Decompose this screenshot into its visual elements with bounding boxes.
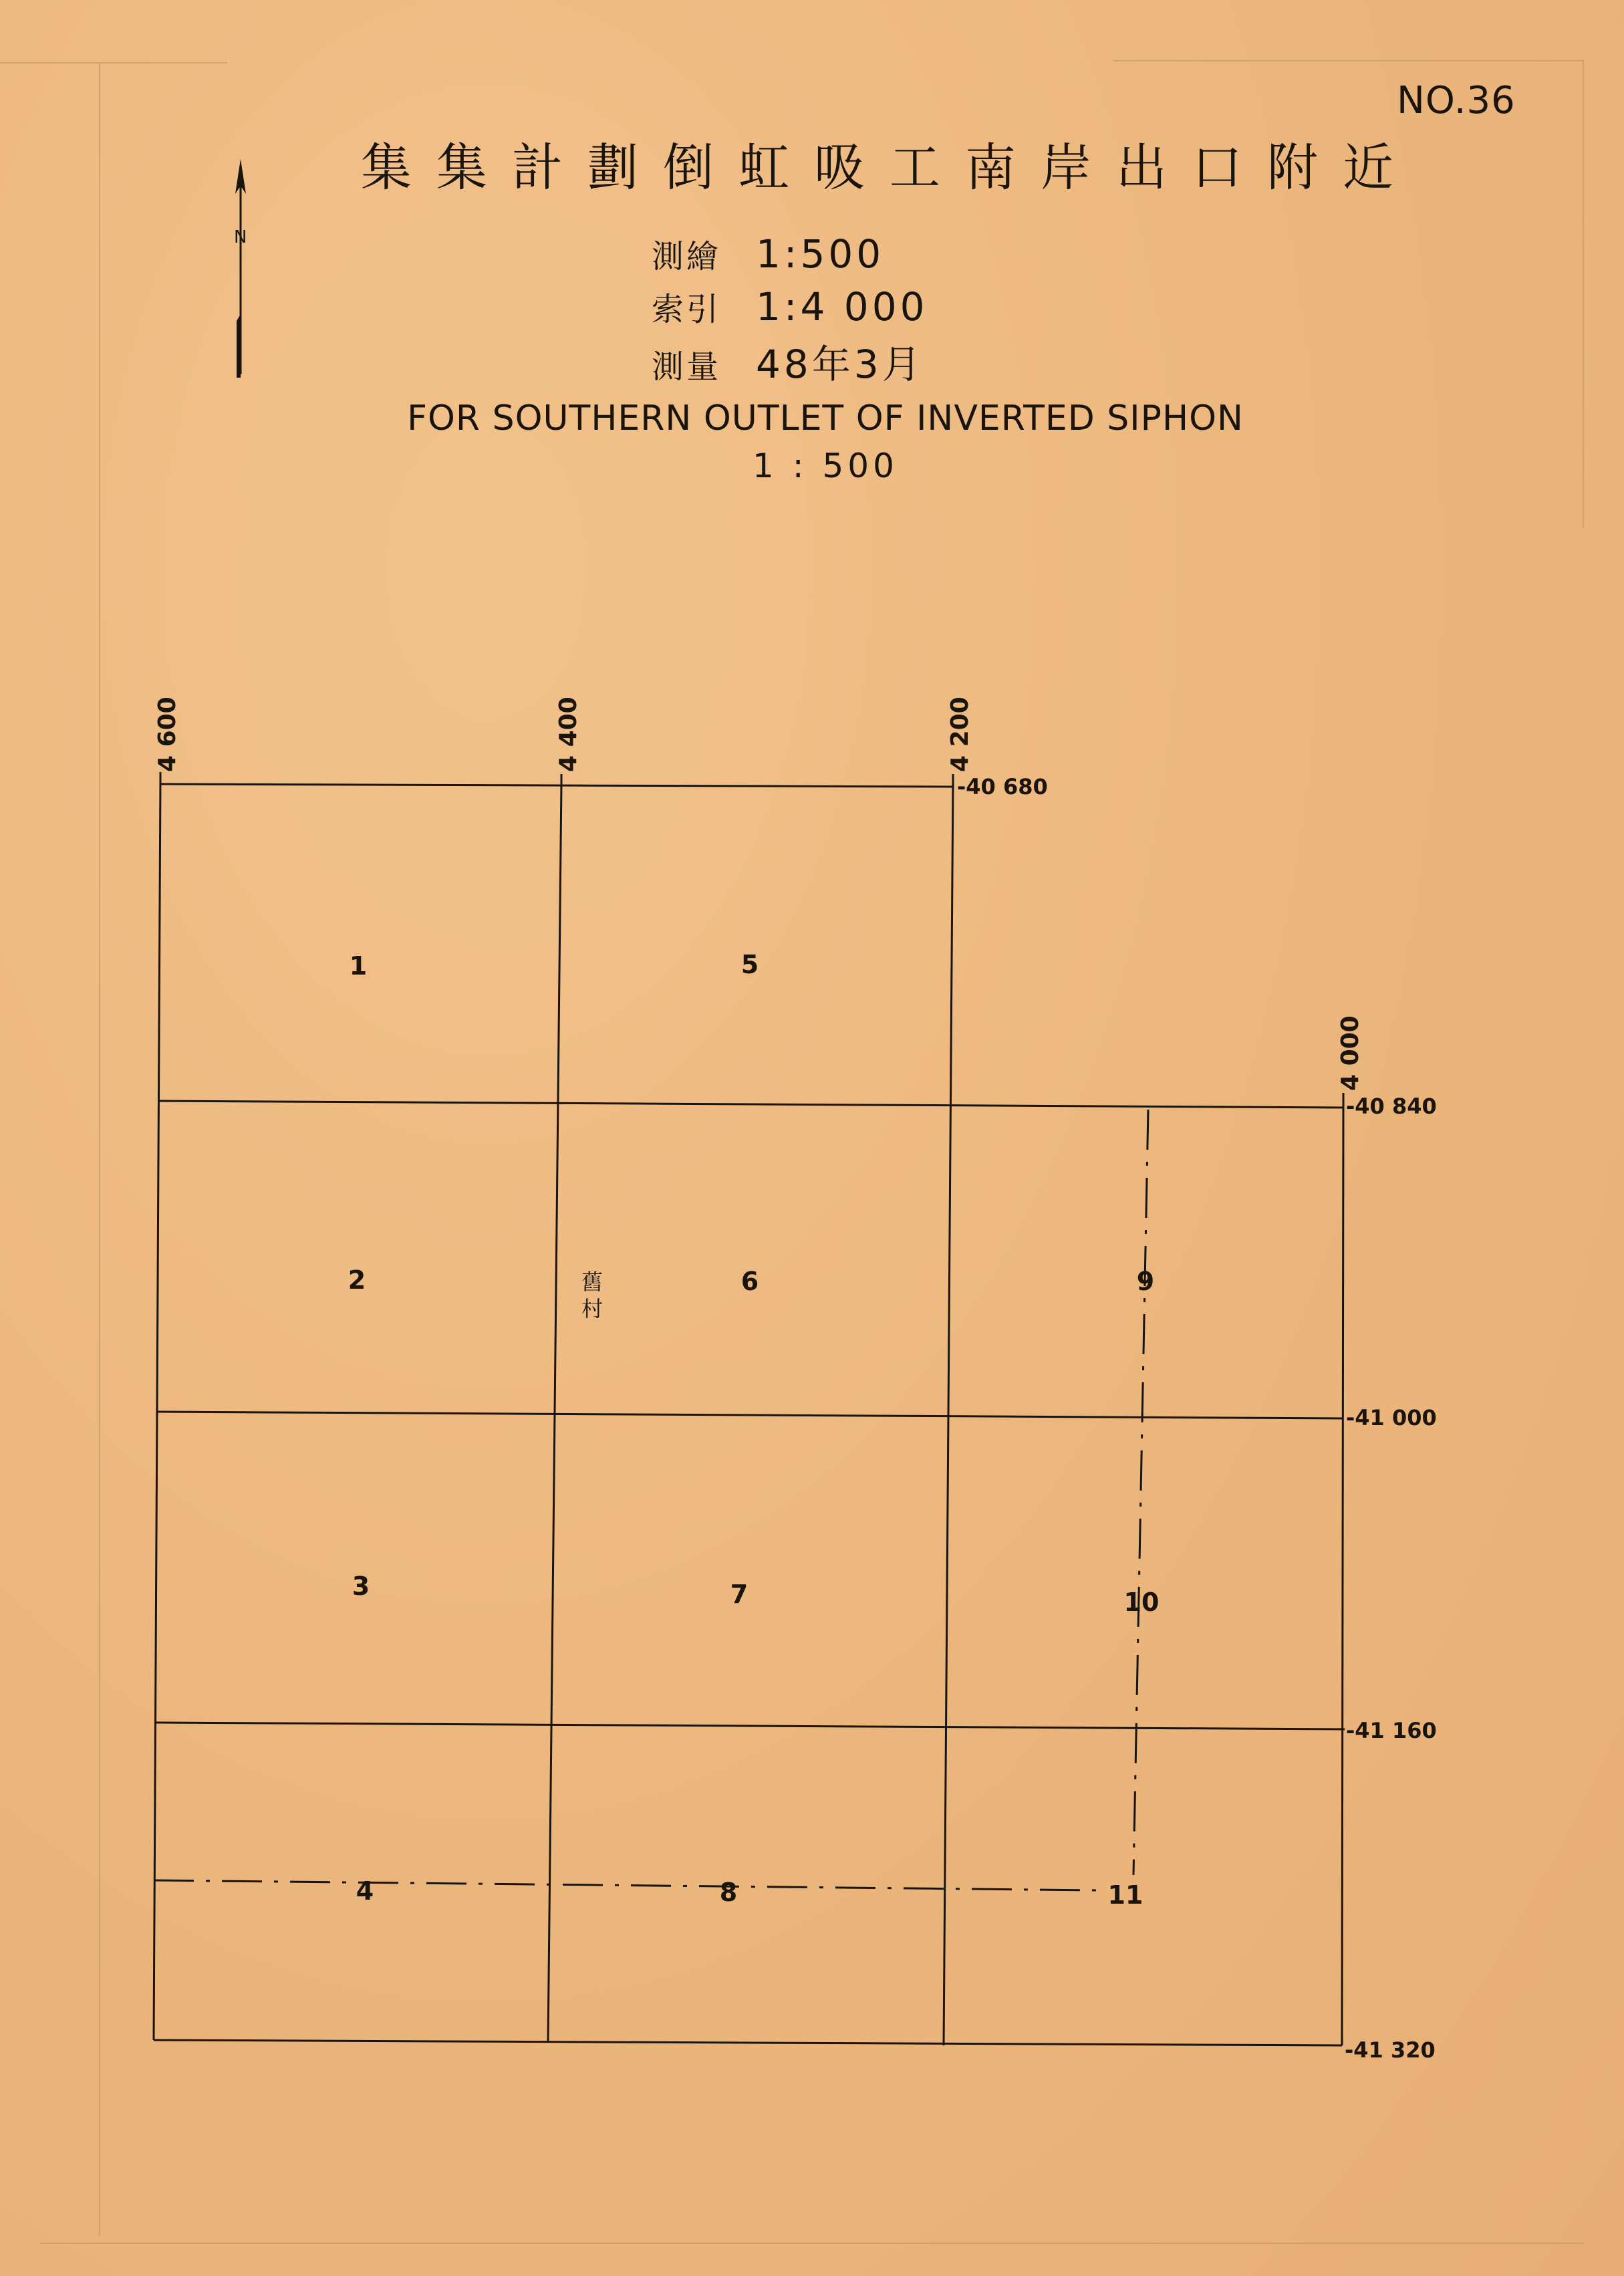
- scale-label: 索引: [652, 291, 722, 328]
- grid-row-label: -41 000: [1346, 1405, 1437, 1430]
- grid-column-label: 4 200: [946, 697, 974, 772]
- north-arrow-label: N: [234, 227, 247, 247]
- sheet-number: NO.36: [1397, 79, 1516, 122]
- grid-column-label: 4 000: [1337, 1015, 1364, 1091]
- sheet-cell-label: 2: [348, 1265, 366, 1295]
- scale-value: 48年3月: [756, 342, 924, 387]
- sheet-cell-label: 7: [730, 1579, 749, 1609]
- title-english-scale: 1 : 500: [753, 447, 898, 485]
- village-label: 舊村: [581, 1269, 603, 1321]
- scale-label: 測繪: [652, 238, 722, 275]
- sheet-cell-label: 3: [352, 1571, 370, 1601]
- grid-row-label: -40 680: [957, 774, 1048, 799]
- grid-column-label: 4 600: [154, 697, 181, 772]
- sheet-cell-label: 11: [1107, 1880, 1143, 1910]
- sheet-cell-label: 1: [349, 951, 368, 981]
- sheet-cell-label: 5: [740, 950, 759, 979]
- sheet-cell-label: 4: [356, 1876, 374, 1906]
- scale-value: 1:500: [756, 231, 885, 277]
- grid-row-label: -40 840: [1346, 1094, 1437, 1119]
- scale-value: 1:4 000: [756, 284, 928, 330]
- grid-row-label: -41 160: [1346, 1718, 1437, 1743]
- title-chinese: 集集計劃倒虹吸工南岸出口附近: [361, 138, 1418, 197]
- sheet-cell-label: 9: [1136, 1267, 1155, 1296]
- title-english: FOR SOUTHERN OUTLET OF INVERTED SIPHON: [407, 398, 1244, 438]
- sheet-cell-label: 6: [740, 1267, 759, 1296]
- sheet-cell-label: 10: [1123, 1588, 1160, 1617]
- grid-column-label: 4 400: [555, 697, 582, 772]
- sheet-cell-label: 8: [719, 1878, 738, 1907]
- grid-row-label: -41 320: [1345, 2037, 1436, 2063]
- scale-label: 測量: [652, 348, 722, 386]
